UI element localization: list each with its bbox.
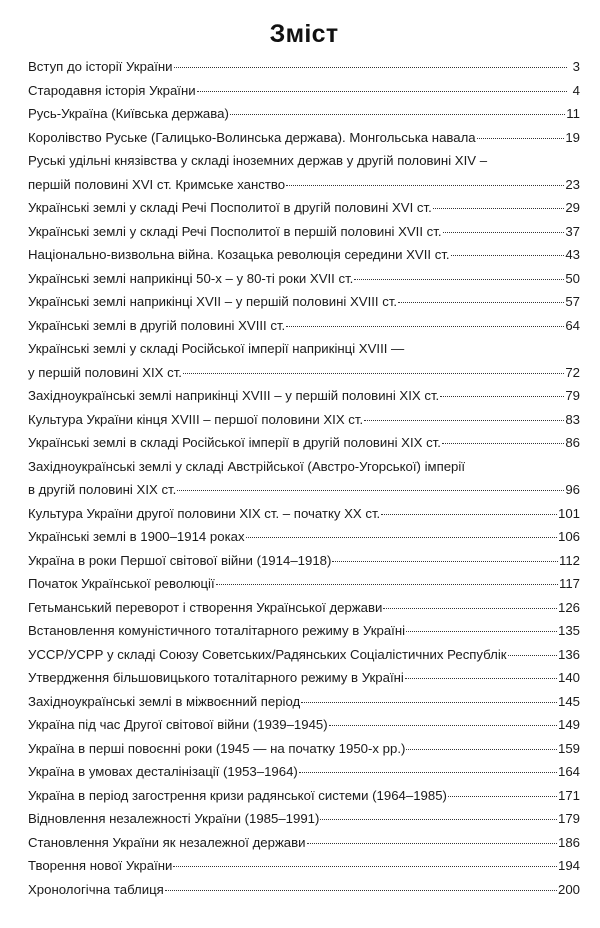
toc-entry-line: [28, 243, 580, 267]
toc-entry[interactable]: [28, 619, 580, 643]
dot-leader: [508, 655, 557, 656]
toc-entry[interactable]: [28, 760, 580, 784]
toc-entry-title: Українські землі в складі Російської імперії в другій половині XIX ст.: [28, 435, 441, 450]
toc-entry[interactable]: [28, 314, 580, 338]
toc-entry[interactable]: [28, 79, 580, 103]
toc-entry-title: Україна в роки Першої світової війни (1914–1918): [28, 552, 332, 568]
toc-entry-title: Україна в період загострення кризи радянської системи (1964–1985): [28, 787, 447, 803]
dot-leader: [383, 608, 557, 609]
toc-entry-page-number: 117: [558, 576, 580, 591]
toc-entry-title: УССР/УСРР у складі Союзу Советських/Радянських Соціалістичних Республік: [28, 646, 507, 662]
toc-entry-page-number: 11: [566, 106, 580, 121]
toc-entry-title: Українські землі в 1900–1914 роках: [28, 529, 245, 544]
toc-entry-page-number: 86: [565, 435, 580, 450]
dot-leader: [451, 255, 565, 256]
dot-leader: [165, 890, 557, 891]
toc-entry[interactable]: [28, 737, 580, 761]
toc-entry[interactable]: [28, 196, 580, 220]
toc-entry-line: [28, 220, 580, 244]
toc-entry-page-number: 50: [565, 270, 580, 286]
toc-entry-page-number: 145: [557, 693, 580, 709]
toc-entry-page-number: 4: [572, 82, 580, 98]
toc-entry-title: Відновлення незалежності України (1985–1991): [28, 811, 320, 826]
toc-entry-line: [28, 79, 580, 103]
toc-entry-line: [28, 126, 580, 150]
toc-entry-title: Початок Української революції: [28, 576, 215, 591]
toc-entry-title: першій половині XVI ст. Кримське ханство: [28, 176, 286, 192]
toc-entry-title: Українські землі наприкінці XVII – у першій половині XVIII ст.: [28, 294, 398, 309]
toc-entry-title: Творення нової України: [28, 858, 173, 873]
toc-entry-line: [28, 384, 580, 408]
dot-leader: [477, 138, 565, 139]
dot-leader: [230, 114, 565, 115]
toc-entry-page-number: 57: [565, 294, 580, 309]
toc-entry-page-number: 64: [565, 317, 580, 333]
toc-entry-page-number: 171: [557, 787, 580, 803]
dot-leader: [216, 584, 558, 585]
toc-entry-page-number: 106: [557, 529, 580, 544]
dot-leader: [440, 396, 564, 397]
toc-entry[interactable]: [28, 408, 580, 432]
toc-entry-line: [28, 784, 580, 808]
toc-entry-title: Західноукраїнські землі наприкінці XVIII – у першій половині XIX ст.: [28, 388, 440, 403]
toc-entry-page-number: 112: [558, 552, 580, 568]
toc-entry-page-number: 101: [557, 505, 580, 521]
toc-entry[interactable]: [28, 666, 580, 690]
toc-entry[interactable]: [28, 384, 580, 408]
toc-entry-title: Національно-визвольна війна. Козацька революція середини XVII ст.: [28, 247, 450, 262]
toc-entry[interactable]: [28, 290, 580, 314]
toc-entry-title: у першій половині XIX ст.: [28, 364, 182, 380]
toc-entry-page-number: 179: [557, 811, 580, 826]
toc-entry-line: [28, 267, 580, 291]
dot-leader: [197, 91, 567, 92]
toc-entry-title: Становлення України як незалежної держави: [28, 834, 306, 850]
dot-leader: [183, 373, 564, 374]
toc-entry-title: Встановлення комуністичного тоталітарного режиму в Україні: [28, 623, 406, 638]
toc-entry-page-number: 72: [565, 364, 580, 380]
toc-entry[interactable]: [28, 807, 580, 831]
toc-entry[interactable]: [28, 243, 580, 267]
dot-leader: [406, 749, 557, 750]
toc-entry-page-number: 164: [557, 764, 580, 779]
toc-entry-line: [28, 502, 580, 526]
toc-entry-line: [28, 196, 580, 220]
toc-entry[interactable]: [28, 549, 580, 573]
dot-leader: [307, 843, 557, 844]
toc-entry-page-number: 96: [565, 482, 580, 497]
toc-entry-line: [28, 666, 580, 690]
dot-leader: [381, 514, 557, 515]
dot-leader: [406, 631, 557, 632]
toc-entry[interactable]: [28, 102, 580, 126]
toc-entry-line: [28, 690, 580, 714]
toc-entry-title: Культура України другої половини XIX ст. – початку XX ст.: [28, 505, 381, 521]
toc-entry-page-number: 126: [557, 599, 580, 615]
dot-leader: [398, 302, 564, 303]
toc-entry-page-number: 159: [557, 740, 580, 756]
table-of-contents: [28, 55, 580, 901]
dot-leader: [174, 67, 567, 68]
toc-entry-page-number: 194: [557, 858, 580, 873]
dot-leader: [246, 537, 557, 538]
dot-leader: [354, 279, 564, 280]
toc-entry-line: [28, 619, 580, 643]
toc-entry[interactable]: [28, 337, 580, 384]
toc-entry-title: Україна під час Другої світової війни (1939–1945): [28, 717, 328, 732]
toc-entry[interactable]: [28, 854, 580, 878]
toc-entry[interactable]: [28, 784, 580, 808]
toc-entry-title: Утвердження більшовицького тоталітарного режиму в Україні: [28, 670, 404, 685]
dot-leader: [177, 490, 564, 491]
toc-entry[interactable]: [28, 525, 580, 549]
toc-entry[interactable]: [28, 455, 580, 502]
toc-entry-page-number: 83: [565, 411, 580, 427]
dot-leader: [443, 232, 565, 233]
toc-entry-page-number: 37: [565, 223, 580, 239]
toc-entry-title: Русь-Україна (Київська держава): [28, 106, 229, 121]
toc-entry-page-number: 135: [557, 623, 580, 638]
toc-entry-title: Українські землі у складі Речі Посполитої в першій половині XVII ст.: [28, 223, 442, 239]
toc-entry-title-line: Західноукраїнські землі у складі Австрійської (Австро-Угорської) імперії: [28, 458, 465, 474]
toc-entry-line: [28, 549, 580, 573]
toc-entry[interactable]: [28, 831, 580, 855]
toc-entry-line: [28, 713, 580, 737]
toc-entry-line: [28, 572, 580, 596]
toc-entry-title: Культура України кінця XVIII – першої половини XIX ст.: [28, 411, 364, 427]
dot-leader: [448, 796, 557, 797]
toc-entry[interactable]: [28, 267, 580, 291]
toc-entry-line: [28, 854, 580, 878]
dot-leader: [320, 819, 557, 820]
dot-leader: [299, 772, 557, 773]
toc-entry-title-line: Українські землі у складі Російської імперії наприкінці XVIII —: [28, 341, 405, 356]
toc-entry-title: Гетьманський переворот і створення Української держави: [28, 599, 383, 615]
page-title: Зміст: [269, 20, 339, 48]
toc-entry-page-number: 43: [565, 247, 580, 262]
toc-entry[interactable]: [28, 502, 580, 526]
dot-leader: [301, 702, 557, 703]
toc-entry-page-number: 19: [565, 129, 580, 145]
toc-entry-title: Стародавня історія України: [28, 82, 196, 98]
dot-leader: [433, 208, 565, 209]
toc-entry-title: Україна в умовах десталінізації (1953–1964): [28, 764, 298, 779]
toc-entry-title: Українські землі наприкінці 50-х – у 80-ті роки XVII ст.: [28, 270, 354, 286]
toc-entry[interactable]: [28, 878, 580, 902]
toc-entry-page-number: 186: [557, 834, 580, 850]
toc-entry-page-number: 200: [557, 881, 580, 897]
toc-entry-line: [28, 102, 580, 126]
toc-entry[interactable]: [28, 643, 580, 667]
toc-entry-line: [28, 643, 580, 667]
toc-entry-title: в другій половині XIX ст.: [28, 482, 177, 497]
toc-entry[interactable]: [28, 572, 580, 596]
toc-entry-title: Західноукраїнські землі в міжвоєнний період: [28, 693, 301, 709]
toc-entry-line: [28, 807, 580, 831]
toc-entry-page-number: 79: [565, 388, 580, 403]
toc-entry-line: [28, 314, 580, 338]
dot-leader: [332, 561, 558, 562]
toc-entry[interactable]: [28, 126, 580, 150]
toc-entry-line: [28, 878, 580, 902]
toc-entry-line: [28, 831, 580, 855]
toc-entry-line: [28, 55, 580, 79]
toc-entry[interactable]: [28, 149, 580, 196]
toc-entry-line: [28, 596, 580, 620]
toc-entry-page-number: 29: [565, 200, 580, 215]
dot-leader: [442, 443, 564, 444]
toc-entry-title: Хронологічна таблиця: [28, 881, 164, 897]
dot-leader: [286, 185, 564, 186]
toc-entry-page-number: 3: [572, 59, 580, 74]
toc-entry-line: [28, 478, 580, 502]
toc-entry-line: [28, 361, 580, 385]
dot-leader: [364, 420, 564, 421]
toc-entry-title: Вступ до історії України: [28, 59, 173, 74]
toc-entry-page-number: 23: [565, 176, 580, 192]
toc-entry[interactable]: [28, 713, 580, 737]
toc-entry-title: Українські землі у складі Речі Посполитої в другій половині XVI ст.: [28, 200, 432, 215]
toc-entry-title-line: Руські удільні князівства у складі іноземних держав у другій половині XIV –: [28, 153, 488, 168]
toc-entry-line: [28, 408, 580, 432]
toc-entry[interactable]: [28, 690, 580, 714]
toc-entry-line: [28, 173, 580, 197]
toc-entry-page-number: 149: [557, 717, 580, 732]
toc-entry-line: [28, 290, 580, 314]
toc-entry-line: [28, 760, 580, 784]
dot-leader: [173, 866, 557, 867]
toc-entry[interactable]: [28, 431, 580, 455]
toc-entry-line: [28, 431, 580, 455]
dot-leader: [405, 678, 557, 679]
toc-entry-title: Україна в перші повоєнні роки (1945 — на початку 1950-х рр.): [28, 740, 406, 756]
toc-entry[interactable]: [28, 596, 580, 620]
toc-entry[interactable]: [28, 220, 580, 244]
toc-entry-line: [28, 737, 580, 761]
toc-entry-page-number: 140: [557, 670, 580, 685]
toc-entry[interactable]: [28, 55, 580, 79]
toc-entry-line: [28, 525, 580, 549]
dot-leader: [329, 725, 557, 726]
toc-entry-page-number: 136: [557, 646, 580, 662]
dot-leader: [286, 326, 564, 327]
toc-entry-title: Українські землі в другій половині XVIII ст.: [28, 317, 286, 333]
toc-entry-title: Королівство Руське (Галицько-Волинська держава). Монгольська навала: [28, 129, 476, 145]
